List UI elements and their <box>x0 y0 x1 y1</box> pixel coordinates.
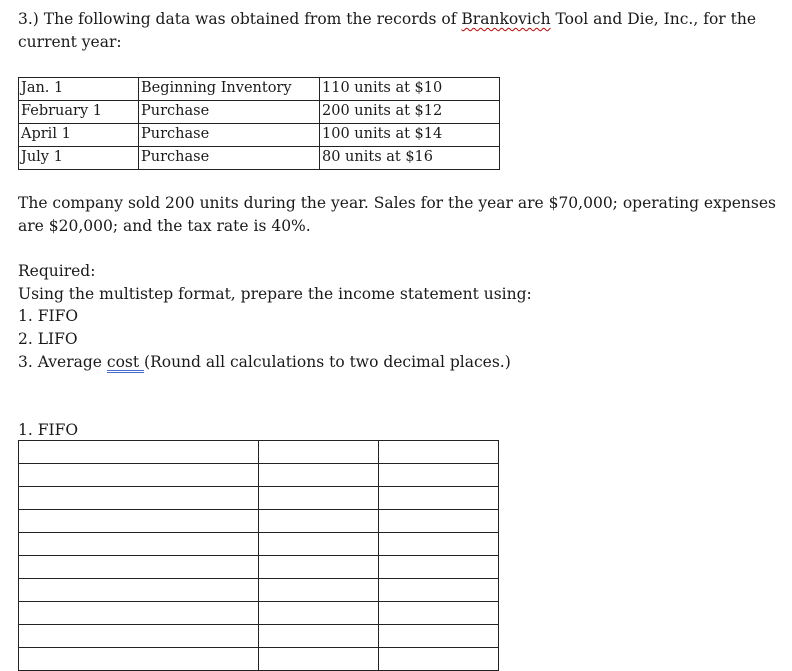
type-cell: Purchase <box>139 101 320 124</box>
answer-cell[interactable] <box>259 510 379 533</box>
type-cell: Purchase <box>139 147 320 170</box>
answer-row <box>19 625 499 648</box>
table-row <box>19 124 500 147</box>
answer-cell[interactable] <box>379 487 499 510</box>
detail-cell: 80 units at $16 <box>320 147 500 170</box>
answer-cell[interactable] <box>259 579 379 602</box>
detail-cell: 200 units at $12 <box>320 101 500 124</box>
answer-cell[interactable] <box>379 556 499 579</box>
answer-cell[interactable] <box>379 441 499 464</box>
required-heading: Required: <box>18 262 96 280</box>
method-item-average <box>18 351 511 374</box>
answer-row <box>19 602 499 625</box>
date-cell: April 1 <box>19 124 139 147</box>
answer-row <box>19 441 499 464</box>
answer-row <box>19 579 499 602</box>
date-cell: July 1 <box>19 147 139 170</box>
answer-cell[interactable] <box>259 625 379 648</box>
answer-cell[interactable] <box>379 464 499 487</box>
answer-row <box>19 464 499 487</box>
answer-cell[interactable] <box>19 441 259 464</box>
answer-cell[interactable] <box>259 464 379 487</box>
sales-info: The company sold 200 units during the year. Sales for the year are $70,000; operating expenses are $20,000; and the tax rate is 40%. <box>18 194 777 235</box>
detail-cell: 100 units at $14 <box>320 124 500 147</box>
answer-cell[interactable] <box>259 441 379 464</box>
answer-cell[interactable] <box>19 648 259 671</box>
answer-cell[interactable] <box>19 579 259 602</box>
question-intro <box>18 8 778 54</box>
intro-text-end: Tool and Die, Inc., for the current year: <box>18 10 756 51</box>
answer-cell[interactable] <box>19 487 259 510</box>
answer-cell[interactable] <box>259 533 379 556</box>
answer-row <box>19 648 499 671</box>
answer-cell[interactable] <box>259 602 379 625</box>
answer-cell[interactable] <box>259 487 379 510</box>
answer-cell[interactable] <box>259 648 379 671</box>
answer-row <box>19 487 499 510</box>
answer-cell[interactable] <box>379 510 499 533</box>
answer-cell[interactable] <box>19 464 259 487</box>
company-name: Brankovich <box>461 10 551 28</box>
answer-cell[interactable] <box>19 625 259 648</box>
inventory-table <box>18 77 500 170</box>
answer-cell[interactable] <box>259 556 379 579</box>
answer-section-label: 1. FIFO <box>18 421 79 439</box>
type-cell: Beginning Inventory <box>139 78 320 101</box>
method-item-fifo: 1. FIFO <box>18 307 79 325</box>
rounding-note: (Round all calculations to two decimal places.) <box>144 353 511 371</box>
answer-cell[interactable] <box>19 602 259 625</box>
average-prefix: 3. Average <box>18 353 107 371</box>
table-row <box>19 147 500 170</box>
answer-cell[interactable] <box>19 510 259 533</box>
intro-text-start: 3.) The following data was obtained from the records of <box>18 10 462 28</box>
answer-cell[interactable] <box>379 602 499 625</box>
date-cell: Jan. 1 <box>19 78 139 101</box>
answer-cell[interactable] <box>19 533 259 556</box>
answer-table[interactable] <box>18 440 499 671</box>
answer-cell[interactable] <box>379 625 499 648</box>
answer-cell[interactable] <box>19 556 259 579</box>
method-item-lifo: 2. LIFO <box>18 330 78 348</box>
answer-cell[interactable] <box>379 579 499 602</box>
answer-row <box>19 510 499 533</box>
table-row <box>19 78 500 101</box>
date-cell: February 1 <box>19 101 139 124</box>
answer-row <box>19 533 499 556</box>
answer-row <box>19 556 499 579</box>
answer-cell[interactable] <box>379 648 499 671</box>
required-instruction: Using the multistep format, prepare the income statement using: <box>18 285 532 303</box>
table-row <box>19 101 500 124</box>
detail-cell: 110 units at $10 <box>320 78 500 101</box>
type-cell: Purchase <box>139 124 320 147</box>
answer-cell[interactable] <box>379 533 499 556</box>
average-cost-word: cost <box>106 353 145 371</box>
